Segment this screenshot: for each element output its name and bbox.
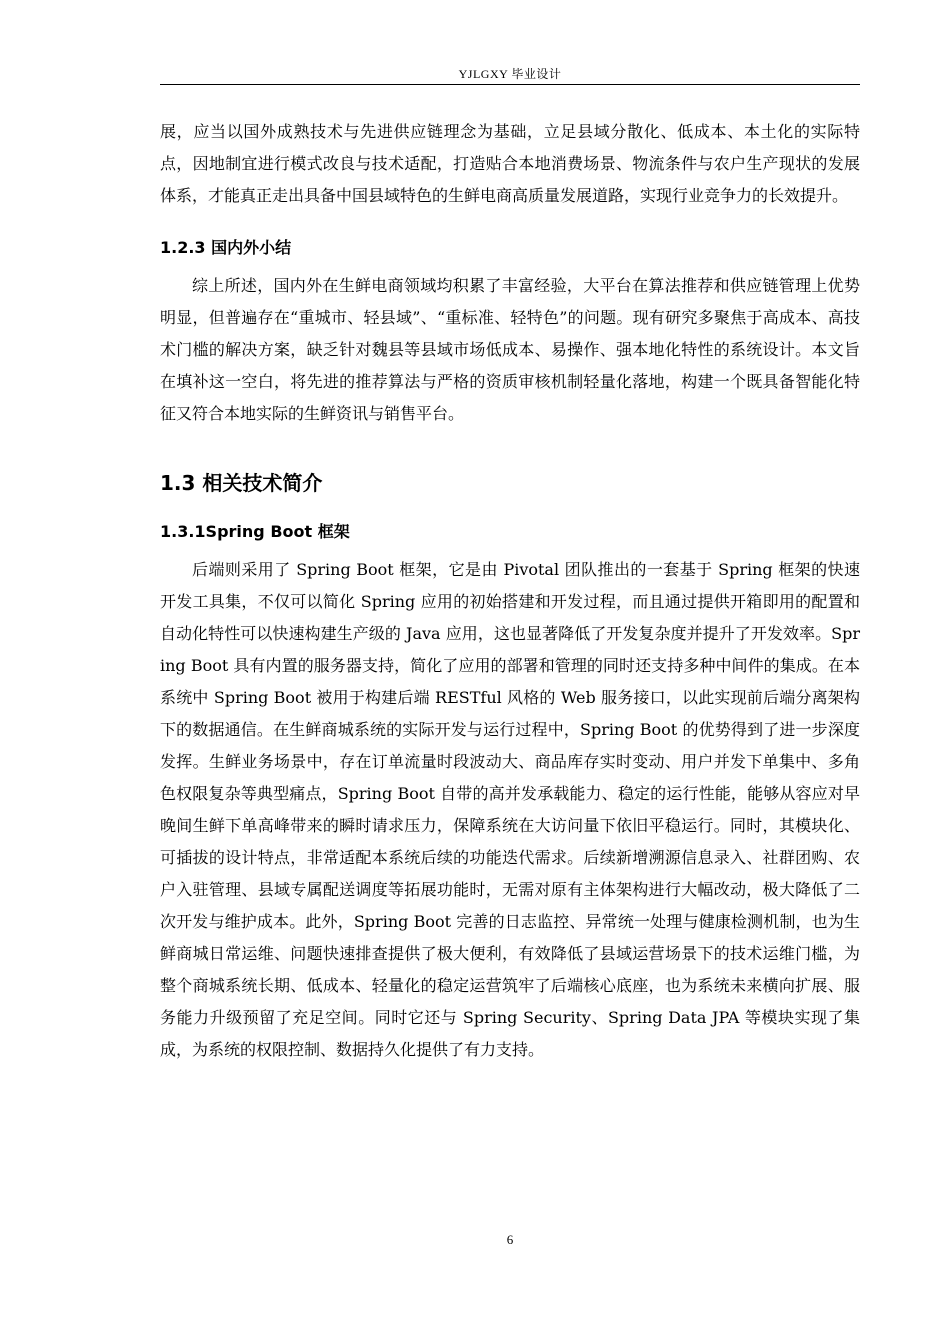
- spacer: [160, 544, 860, 554]
- section-heading-1-3: 1.3 相关技术简介: [160, 471, 323, 495]
- spacer: [160, 260, 860, 270]
- page-content: [160, 116, 860, 1066]
- header-rule: [160, 84, 860, 85]
- spacer: [160, 498, 860, 520]
- running-header: YJLGXY 毕业设计: [458, 67, 562, 81]
- section-heading-1-2-3: 1.2.3 国内外小结: [160, 238, 292, 257]
- paragraph-intro-continuation: 展，应当以国外成熟技术与先进供应链理念为基础，立足县域分散化、低成本、本土化的实际特点，因地制宜进行模式改良与技术适配，打造贴合本地消费场景、物流条件与农户生产现状的发展体系，才能真正走出具备中国县域特色的生鲜电商高质量发展道路，实现行业竞争力的长效提升。: [160, 122, 860, 205]
- section-heading-1-3-1: 1.3.1Spring Boot 框架: [160, 522, 350, 541]
- spacer: [160, 212, 860, 236]
- paragraph-summary: 综上所述，国内外在生鲜电商领域均积累了丰富经验，大平台在算法推荐和供应链管理上优势明显，但普遍存在“重城市、轻县域”、“重标准、轻特色”的问题。现有研究多聚焦于高成本、高技术门槛的解决方案，缺乏针对魏县等县域市场低成本、易操作、强本地化特性的系统设计。本文旨在填补这一空白，将先进的推荐算法与严格的资质审核机制轻量化落地，构建一个既具备智能化特征又符合本地实际的生鲜资讯与销售平台。: [160, 276, 860, 423]
- spacer: [160, 430, 860, 468]
- page-number: 6: [506, 1232, 514, 1247]
- paragraph-spring-boot: 后端则采用了 Spring Boot 框架，它是由 Pivotal 团队推出的一套基于 Spring 框架的快速开发工具集，不仅可以简化 Spring 应用的初始搭建和开发过程，而且通过提供开箱即用的配置和自动化特性可以快速构建生产级的 Java 应用，这也显著降低了开发复杂度并提升了开发效率。Spring Boot 具有内置的服务器支持，简化了应用的部署和管理的同时还支持多种中间件的集成。在本系统中 Spring Boot 被用于构建后端 RESTful 风格的 Web 服务接口，以此实现前后端分离架构下的数据通信。在生鲜商城系统的实际开发与运行过程中，Spring Boot 的优势得到了进一步深度发挥。生鲜业务场景中，存在订单流量时段波动大、商品库存实时变动、用户并发下单集中、多角色权限复杂等典型痛点，Spring Boot 自带的高并发承载能力、稳定的运行性能，能够从容应对早晚间生鲜下单高峰带来的瞬时请求压力，保障系统在大访问量下依旧平稳运行。同时，其模块化、可插拔的设计特点，非常适配本系统后续的功能迭代需求。后续新增溯源信息录入、社群团购、农户入驻管理、县域专属配送调度等拓展功能时，无需对原有主体架构进行大幅改动，极大降低了二次开发与维护成本。此外，Spring Boot 完善的日志监控、异常统一处理与健康检测机制，也为生鲜商城日常运维、问题快速排查提供了极大便利，有效降低了县域运营场景下的技术运维门槛，为整个商城系统长期、低成本、轻量化的稳定运营筑牢了后端核心底座，也为系统未来横向扩展、服务能力升级预留了充足空间。同时它还与 Spring Security、Spring Data JPA 等模块实现了集成，为系统的权限控制、数据持久化提供了有力支持。: [160, 560, 860, 1059]
